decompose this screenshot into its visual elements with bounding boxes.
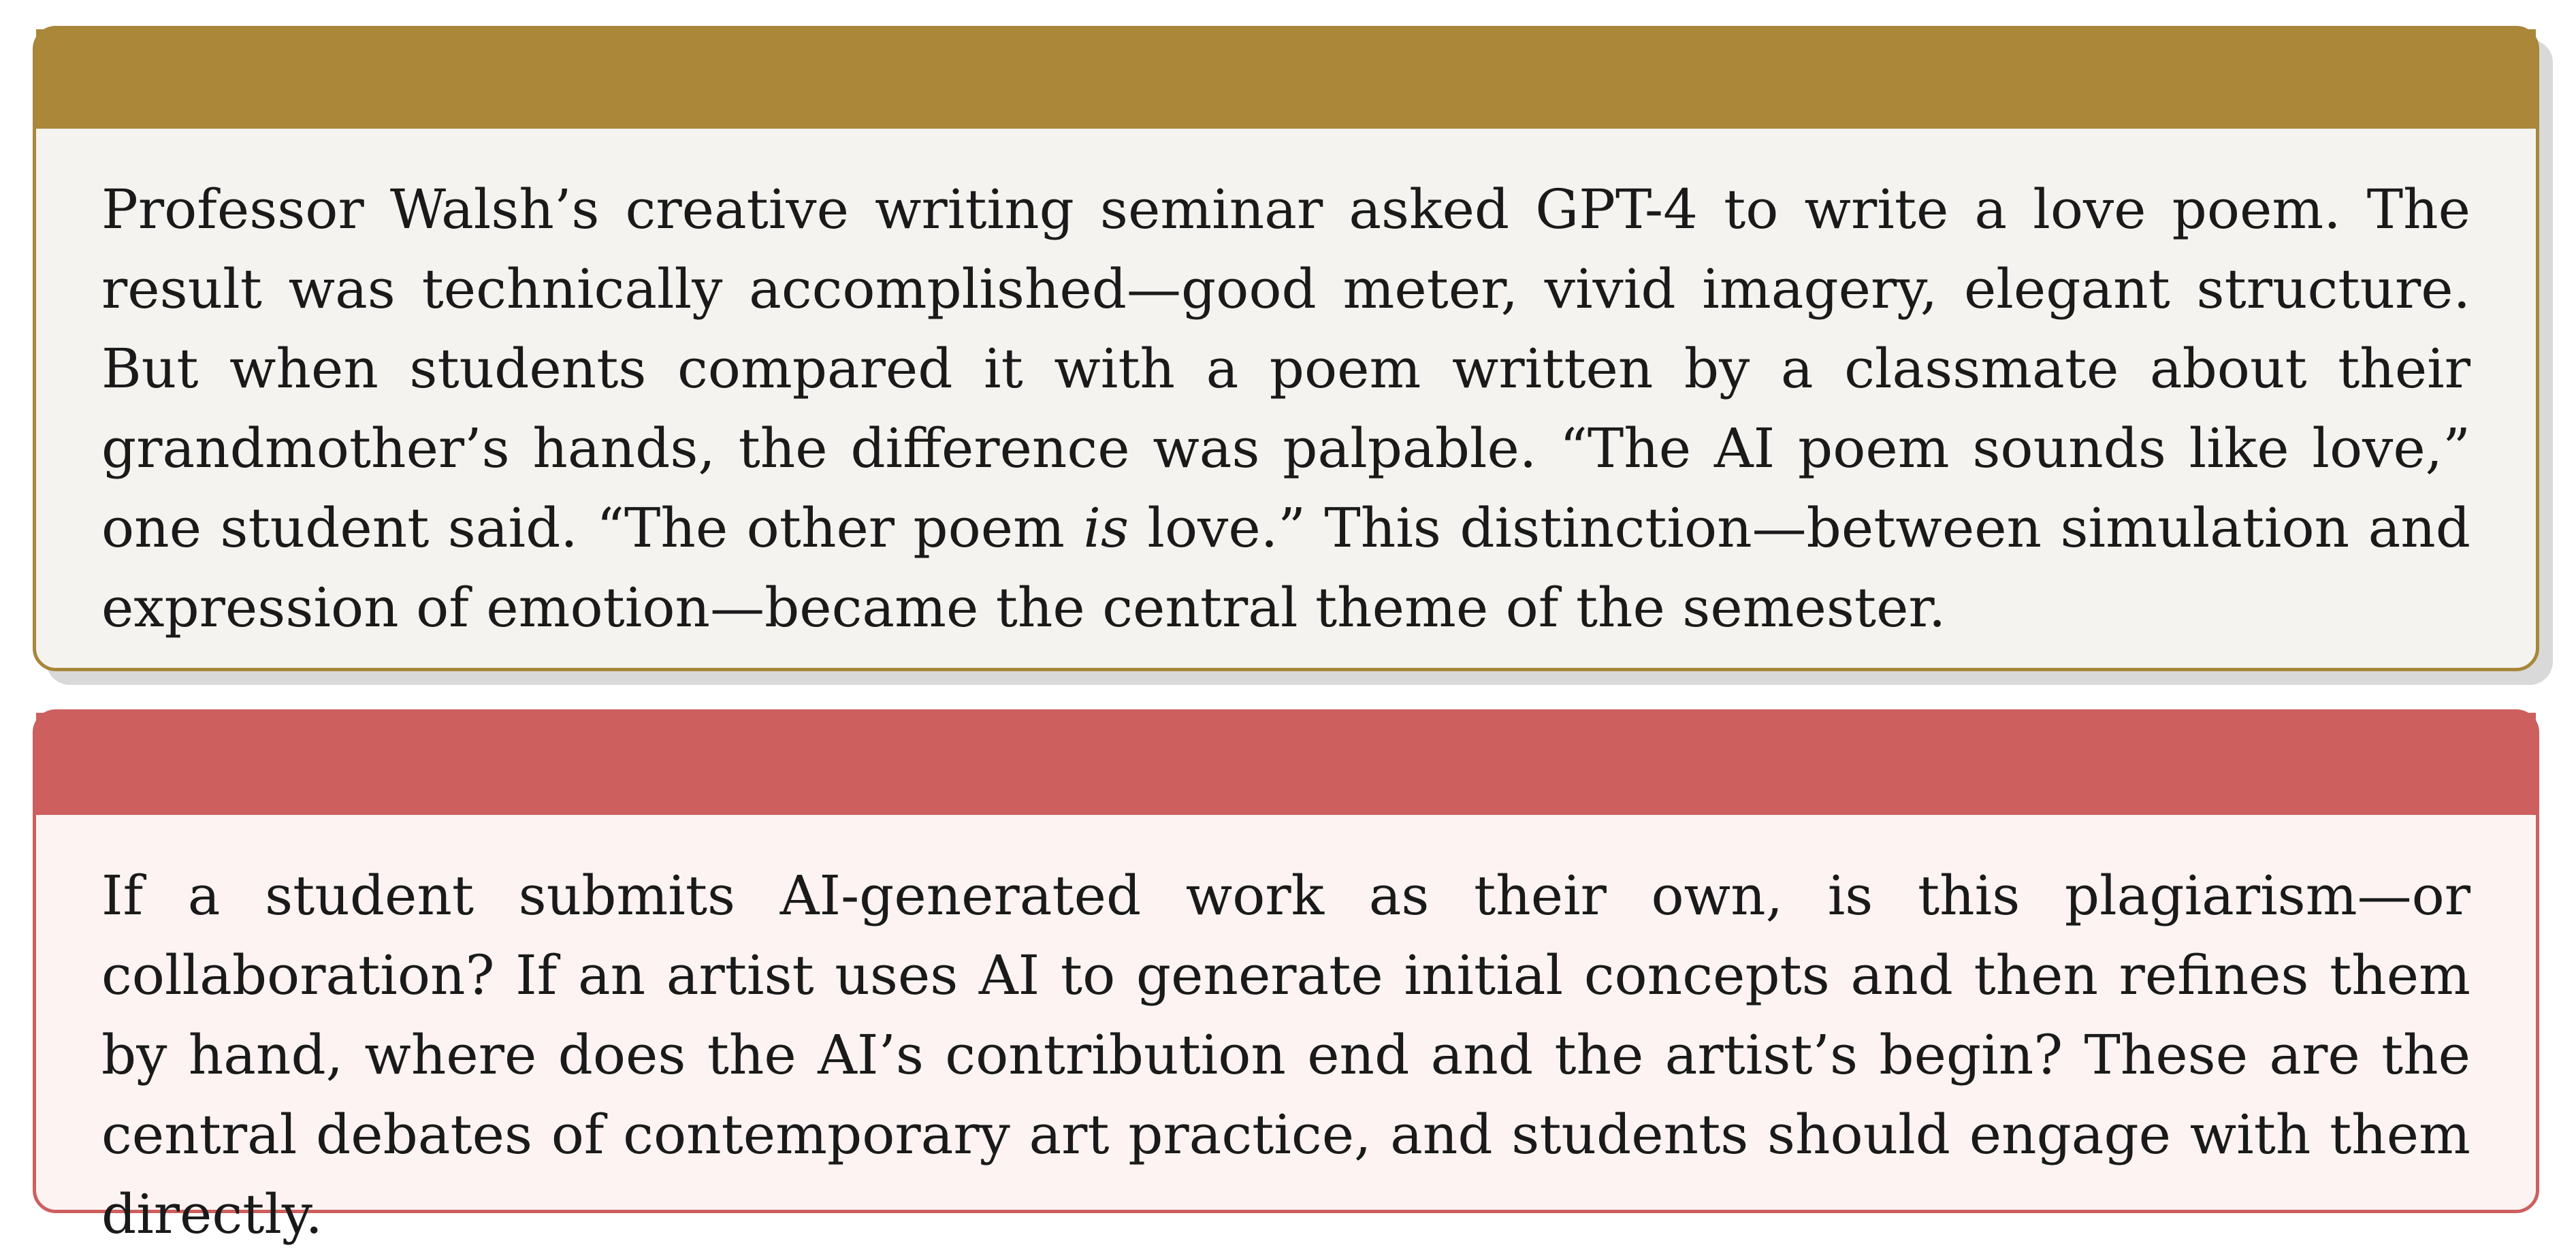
question-box-header [36, 713, 2536, 815]
example-box-header [36, 29, 2536, 129]
example-box [33, 26, 2539, 671]
example-box-body [36, 129, 2536, 647]
question-box-body [36, 815, 2536, 1254]
example-text-part-2: love.” This distinction—between simulation and expression of emotion—became the central theme of the semester. [101, 496, 2470, 639]
example-text-part-1: Professor Walsh’s creative writing seminar asked GPT-4 to write a love poem. The result was technically accomplished—good meter, vivid imagery, elegant structure. But when students compared it with a poem written by a classmate about their grandmother’s hands, the difference was palpable. “The AI poem sounds like love,” one student said. “The other poem [101, 178, 2470, 560]
question-box [33, 709, 2539, 1246]
example-paragraph [101, 170, 2470, 647]
question-paragraph: If a student submits AI-generated work as their own, is this plagiarism—or collaboration? If an artist uses AI to generate initial concepts and then refines them by hand, where does the AI’s contribution end and the artist’s begin? These are the central debates of contemporary art practice, and students should engage with them directly. [101, 864, 2470, 1246]
example-emphasis: is [1083, 496, 1129, 560]
